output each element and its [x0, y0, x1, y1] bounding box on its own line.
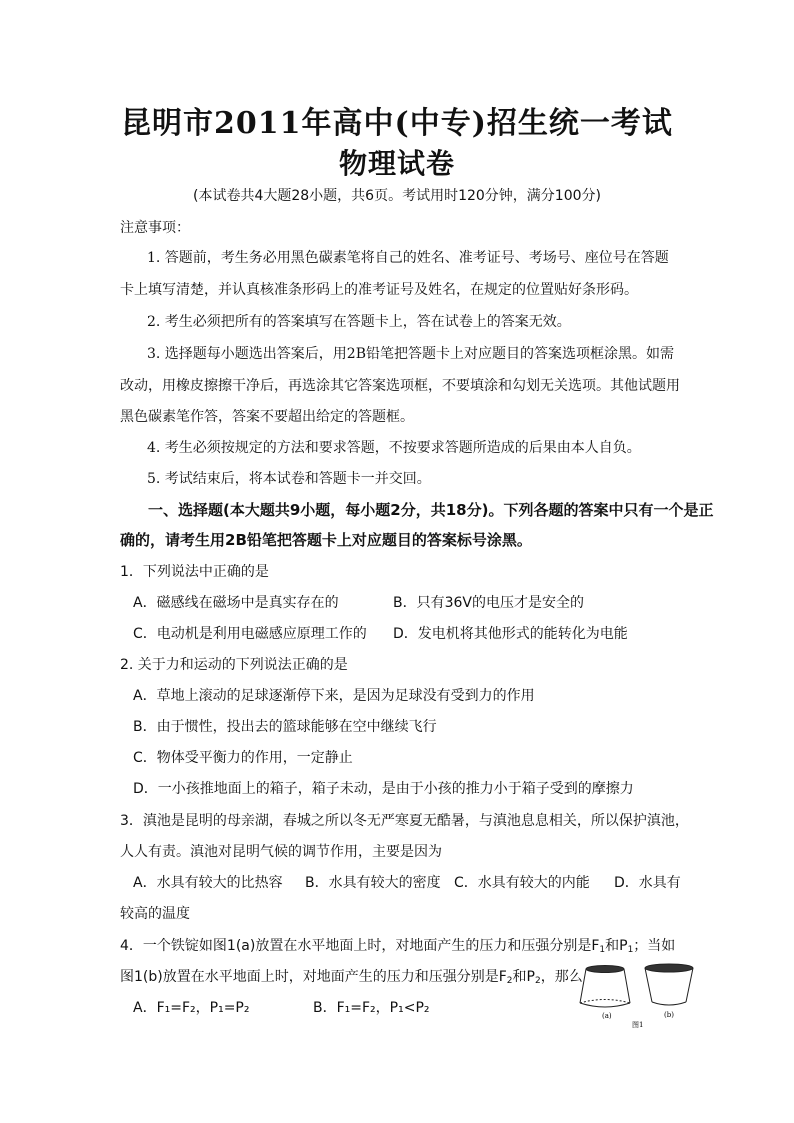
option-a: A．F₁=F₂，P₁=P₂	[133, 1000, 250, 1016]
exam-title: 昆明市2011年高中(中专)招生统一考试	[121, 106, 673, 141]
notice-line: 4. 考生必须按规定的方法和要求答题，不按要求答题所造成的后果由本人自负。	[147, 440, 641, 456]
section-heading: 一、选择题(本大题共9小题，每小题2分，共18分)。下列各题的答案中只有一个是正	[148, 501, 714, 519]
notice-line: 黑色碳素笔作答，答案不要超出给定的答题框。	[120, 409, 414, 425]
notice-line: 1. 答题前，考生务必用黑色碳素笔将自己的姓名、准考证号、考场号、座位号在答题	[147, 250, 669, 266]
section-heading: 确的，请考生用2B铅笔把答题卡上对应题目的答案标号涂黑。	[120, 531, 532, 549]
option-b: B．由于惯性，投出去的篮球能够在空中继续飞行	[133, 719, 437, 735]
option-a: A．草地上滚动的足球逐渐停下来，是因为足球没有受到力的作用	[133, 688, 535, 704]
option-c: C．水具有较大的内能	[454, 875, 590, 891]
notice-line: 5. 考试结束后，将本试卷和答题卡一并交回。	[147, 471, 431, 487]
option-d: D．一小孩推地面上的箱子，箱子未动，是由于小孩的推力小于箱子受到的摩擦力	[133, 781, 634, 797]
figure-caption: 图1	[632, 1021, 644, 1029]
question-stem: 1．下列说法中正确的是	[120, 564, 269, 580]
figure-label-a: (a)	[602, 1012, 612, 1020]
option-b: B．F₁=F₂，P₁<P₂	[313, 1000, 430, 1016]
question-stem: 图1(b)放置在水平地面上时，对地面产生的压力和压强分别是$F_2$和$P_2$，那么	[120, 969, 583, 986]
figure-1-frustums	[576, 960, 696, 1030]
notice-line: 改动，用橡皮擦擦干净后，再选涂其它答案选项框，不要填涂和勾划无关选项。其他试题用	[120, 378, 680, 394]
question-stem: 4．一个铁锭如图1(a)放置在水平地面上时，对地面产生的压力和压强分别是$F_1$和$P_1$；当如	[120, 938, 676, 955]
notice-line: 卡上填写清楚，并认真核准条形码上的准考证号及姓名，在规定的位置贴好条形码。	[120, 282, 638, 298]
option-d-continued: 较高的温度	[120, 906, 190, 922]
option-d: D．发电机将其他形式的能转化为电能	[393, 626, 628, 642]
exam-subtitle: 物理试卷	[338, 147, 455, 180]
exam-info: (本试卷共4大题28小题，共6页。考试用时120分钟，满分100分)	[193, 188, 601, 204]
option-c: C．物体受平衡力的作用，一定静止	[133, 750, 353, 766]
option-b: B．只有36V的电压才是安全的	[393, 595, 584, 611]
option-c: C．电动机是利用电磁感应原理工作的	[133, 626, 367, 642]
question-stem: 3．滇池是昆明的母亲湖，春城之所以冬无严寒夏无酷暑，与滇池息息相关，所以保护滇池，	[120, 813, 689, 829]
notice-heading: 注意事项：	[120, 220, 190, 236]
option-d: D．水具有	[614, 875, 681, 891]
figure-label-b: (b)	[664, 1011, 674, 1019]
frustum-b	[645, 964, 693, 1005]
notice-line: 3. 选择题每小题选出答案后，用2B铅笔把答题卡上对应题目的答案选项框涂黑。如需	[147, 346, 675, 362]
notice-line: 2. 考生必须把所有的答案填写在答题卡上，答在试卷上的答案无效。	[147, 314, 571, 330]
option-a: A．水具有较大的比热容	[133, 875, 283, 891]
question-stem: 人人有责。滇池对昆明气候的调节作用，主要是因为	[120, 844, 442, 860]
option-b: B．水具有较大的密度	[305, 875, 441, 891]
question-stem: 2. 关于力和运动的下列说法正确的是	[120, 657, 348, 673]
option-a: A．磁感线在磁场中是真实存在的	[133, 595, 339, 611]
frustum-a	[580, 966, 630, 1008]
